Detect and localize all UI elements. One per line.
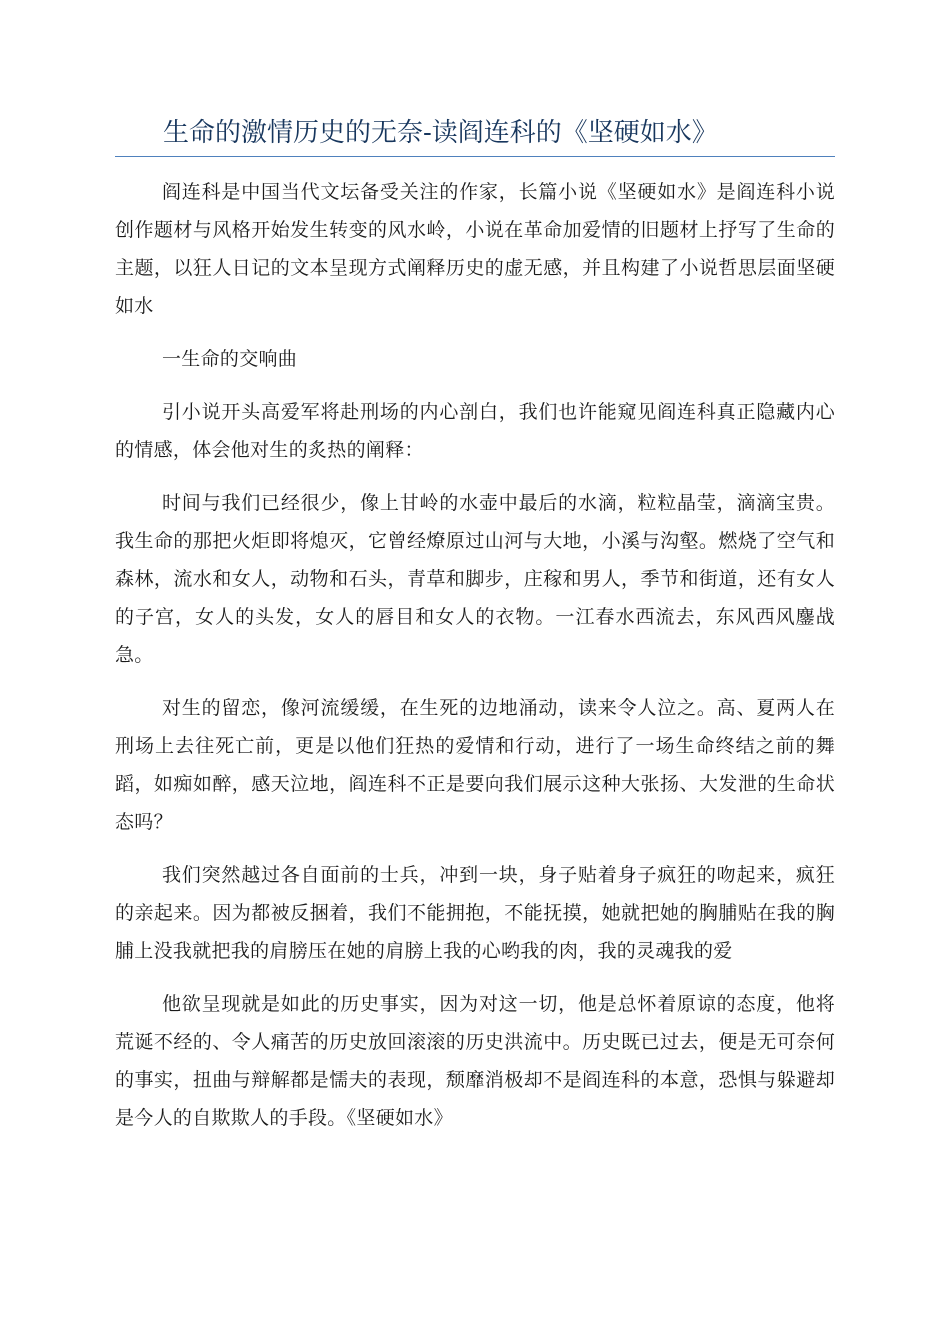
title-underline: [115, 112, 835, 157]
paragraph-intro: 阎连科是中国当代文坛备受关注的作家，长篇小说《坚硬如水》是阎连科小说创作题材与风格开始发生转变的风水岭，小说在革命加爱情的旧题材上抒写了生命的主题，以狂人日记的文本呈现方式阐释历史的虚无感，并且构建了小说哲思层面坚硬如水: [115, 181, 835, 317]
document-body: [115, 173, 835, 1152]
quote-paragraph: 我们突然越过各自面前的士兵，冲到一块，身子贴着身子疯狂的吻起来，疯狂的亲起来。因为都被反捆着，我们不能拥抱，不能抚摸，她就把她的胸脯贴在我的胸脯上没我就把我的肩膀压在她的肩膀上我的心哟我的肉，我的灵魂我的爱: [115, 864, 835, 962]
paragraph: 引小说开头高爱军将赴刑场的内心剖白，我们也许能窥见阎连科真正隐藏内心的情感，体会他对生的炙热的阐释：: [115, 401, 835, 461]
page-title: 生命的激情历史的无奈-读阎连科的《坚硬如水》: [163, 118, 718, 148]
quote-paragraph: 时间与我们已经很少，像上甘岭的水壶中最后的水滴，粒粒晶莹，滴滴宝贵。我生命的那把火炬即将熄灭，它曾经燎原过山河与大地，小溪与沟壑。燃烧了空气和森林，流水和女人，动物和石头，青草和脚步，庄稼和男人，季节和街道，还有女人的子宫，女人的头发，女人的唇目和女人的衣物。一江春水西流去，东风西风鏖战急。: [115, 492, 835, 666]
section-heading: 一生命的交响曲: [162, 348, 298, 370]
paragraph: 对生的留恋，像河流缓缓，在生死的边地涌动，读来令人泣之。高、夏两人在刑场上去往死亡前，更是以他们狂热的爱情和行动，进行了一场生命终结之前的舞蹈，如痴如醉，感天泣地，阎连科不正是要向我们展示这种大张扬、大发泄的生命状态吗？: [115, 697, 835, 833]
paragraph: 他欲呈现就是如此的历史事实，因为对这一切，他是总怀着原谅的态度，他将荒诞不经的、令人痛苦的历史放回滚滚的历史洪流中。历史既已过去，便是无可奈何的事实，扭曲与辩解都是懦夫的表现，颓靡消极却不是阎连科的本意，恐惧与躲避却是今人的自欺欺人的手段。《坚硬如水》: [115, 993, 835, 1129]
